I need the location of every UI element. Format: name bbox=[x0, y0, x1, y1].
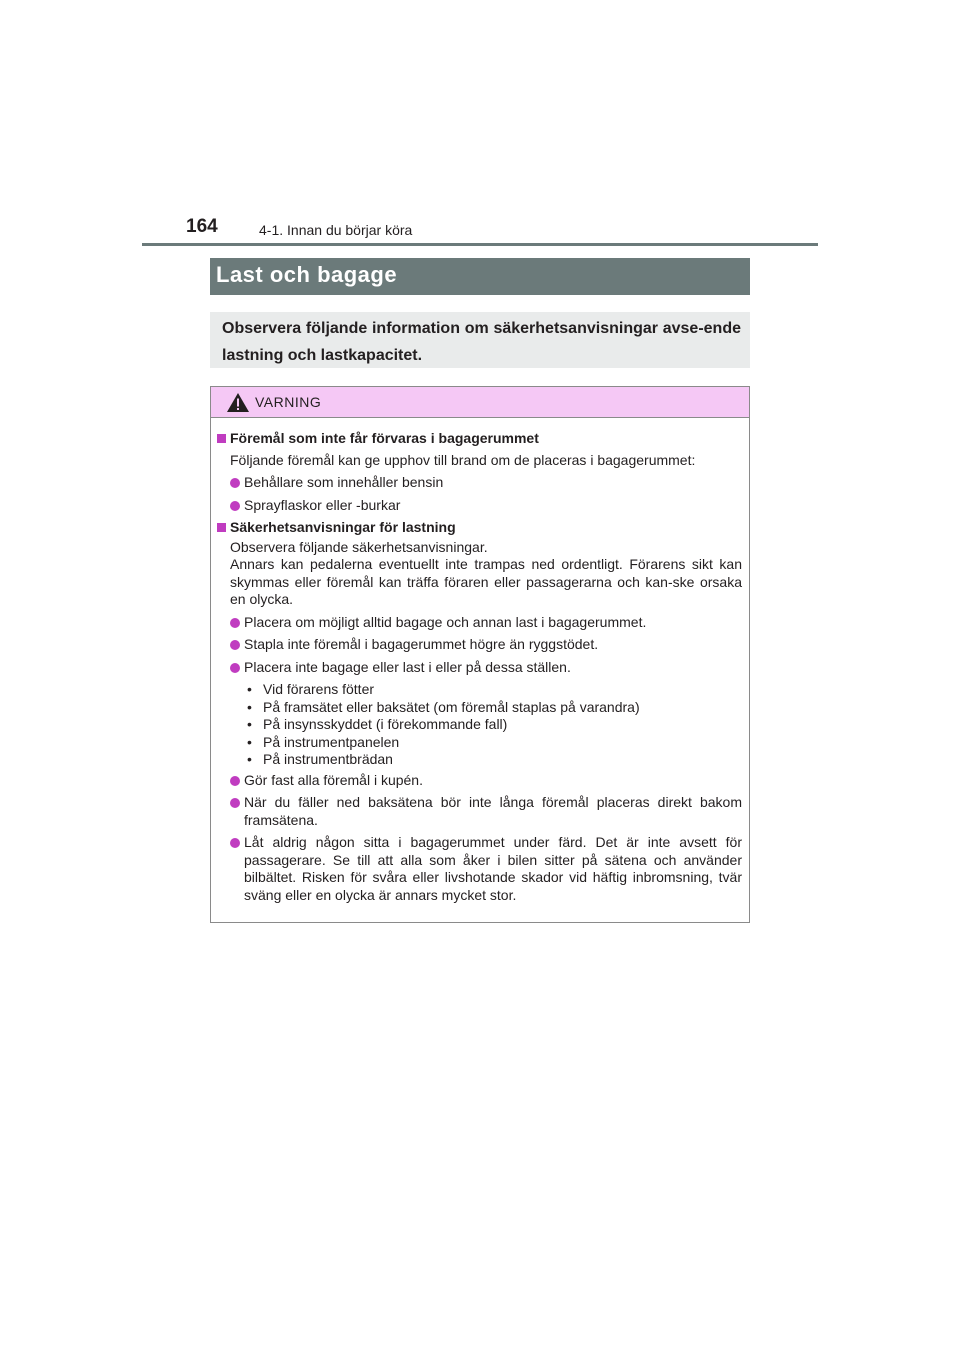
header-rule bbox=[142, 243, 818, 246]
list-item: Stapla inte föremål i bagagerummet högre än ryggstödet. bbox=[217, 636, 742, 654]
warning-content bbox=[211, 418, 749, 904]
dot-bullet-icon bbox=[230, 776, 240, 786]
warning-label: VARNING bbox=[255, 394, 322, 410]
dot-bullet-icon bbox=[230, 798, 240, 808]
list-item: Låt aldrig någon sitta i bagagerummet under färd. Det är inte avsett för passagerare. Se till att alla som åker i bilen sitter på sätena och använder bilbältet. Risken för svåra eller livshotande skador vid häftig inbromsning, tvär sväng eller en olycka är annars mycket stor. bbox=[217, 834, 742, 904]
warning-box bbox=[210, 386, 750, 923]
dot-bullet-icon bbox=[230, 663, 240, 673]
list-item: Behållare som innehåller bensin bbox=[217, 474, 742, 492]
list-item: Sprayflaskor eller -burkar bbox=[217, 497, 742, 515]
dot-bullet-icon bbox=[230, 618, 240, 628]
warning-text: Observera följande säkerhetsanvisningar. bbox=[230, 538, 488, 555]
warning-heading-storage: Föremål som inte får förvaras i bagagerummet bbox=[217, 430, 742, 448]
warning-triangle-icon bbox=[227, 393, 249, 412]
sub-list-item: • Vid förarens fötter bbox=[247, 681, 375, 697]
dot-bullet-icon bbox=[230, 640, 240, 650]
intro-box: Observera följande information om säkerhetsanvisningar avse-ende lastning och lastkapacitet. bbox=[210, 312, 750, 368]
list-item: Placera inte bagage eller last i eller på dessa ställen. bbox=[217, 659, 742, 677]
square-bullet-icon bbox=[217, 523, 226, 532]
dot-bullet-icon bbox=[230, 501, 240, 511]
warning-header bbox=[211, 387, 749, 418]
sub-list-item: • På framsätet eller baksätet (om föremål staplas på varandra) bbox=[247, 698, 640, 715]
dot-bullet-icon bbox=[230, 838, 240, 848]
section-title: Last och bagage bbox=[216, 262, 398, 287]
sub-list-item: • På insynsskyddet (i förekommande fall) bbox=[247, 716, 508, 732]
warning-text: Annars kan pedalerna eventuellt inte trampas ned ordentligt. Förarens sikt kan skymmas eller föremål kan träffa föraren eller passagerarna och kan-ske orsaka en olycka. bbox=[230, 556, 742, 607]
list-item: När du fäller ned baksätena bör inte långa föremål placeras direkt bakom framsätena. bbox=[217, 794, 742, 829]
sub-list-item: • På instrumentbrädan bbox=[247, 751, 393, 767]
sub-list-item: • På instrumentpanelen bbox=[247, 733, 400, 750]
dot-bullet-icon bbox=[230, 478, 240, 488]
list-item: Placera om möjligt alltid bagage och annan last i bagagerummet. bbox=[217, 614, 742, 632]
square-bullet-icon bbox=[217, 434, 226, 443]
section-title-bar bbox=[210, 258, 750, 295]
warning-heading-loading: Säkerhetsanvisningar för lastning bbox=[217, 519, 742, 537]
sub-list bbox=[217, 681, 742, 769]
section-reference: 4-1. Innan du börjar köra bbox=[259, 222, 413, 238]
warning-text: Följande föremål kan ge upphov till brand om de placeras i bagagerummet: bbox=[230, 451, 696, 468]
page-number: 164 bbox=[186, 216, 218, 237]
list-item: Gör fast alla föremål i kupén. bbox=[217, 772, 742, 790]
